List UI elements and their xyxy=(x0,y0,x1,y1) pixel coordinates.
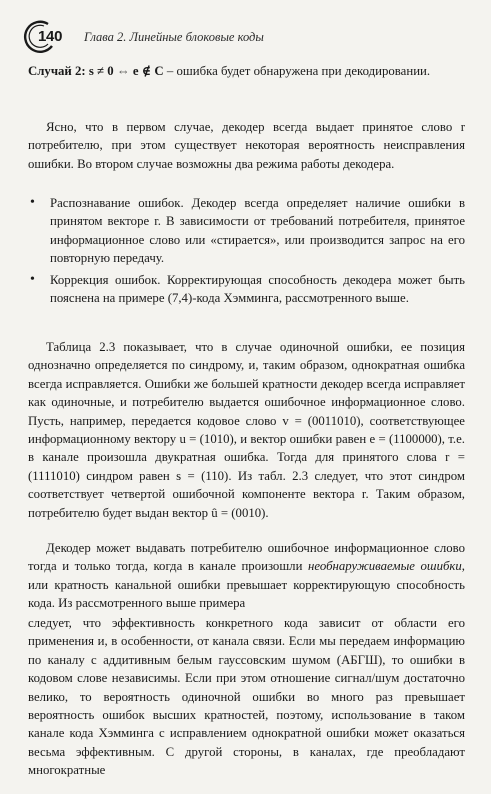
page-number: 140 xyxy=(38,28,63,45)
case-2-text: – ошибка будет обнаружена при декодировании. xyxy=(163,64,431,78)
list-item-text: Коррекция ошибок. Корректирующая способность декодера может быть пояснена на примере (7,4)-кода Хэмминга, рассмотренного выше. xyxy=(50,273,465,306)
bullet-dot-icon: • xyxy=(30,195,35,210)
paragraph-channel-efficiency: следует, что эффективность конкретного кода зависит от области его применения и, в особенности, от канала связи. Если мы передаем информацию по каналу с аддитивным белым гауссовским шумом (АБГШ), то ошибки в кодовом слове независимы. Если при этом отношение сигнал/шум достаточно велико, то вероятность одиночной ошибки во много раз превышает вероятность ошибок высших кратностей, поэтому, использование в таком канале кода Хэмминга с исправлением однократной ошибки может оказаться весьма эффективным. С другой стороны, в каналах, где преобладают многократные xyxy=(28,616,465,778)
list-item-text: Распознавание ошибок. Декодер всегда определяет наличие ошибки в принятом векторе r. В зависимости от требований потребителя, принятое информационное слово или «стирается», или производится запрос на его повторную передачу. xyxy=(50,196,465,266)
paragraph-decoder-modes: Ясно, что в первом случае, декодер всегда выдает принятое слово r потребителю, при этом существует некоторая вероятность неисправления ошибки. Во втором случае возможны два режима работы декодера. xyxy=(28,120,465,171)
paragraph-text: Декодер может выдавать потребителю ошибочное информационное слово тогда и только тогда, когда в канале произошли xyxy=(28,541,465,574)
case-2-paragraph xyxy=(28,62,465,80)
bullet-dot-icon: • xyxy=(30,272,35,287)
list-item-error-correction xyxy=(28,271,465,308)
paragraph-undetectable-errors xyxy=(28,539,465,613)
case-2-label: Случай 2: xyxy=(28,64,86,78)
page-header xyxy=(22,20,472,54)
list-item-error-detection xyxy=(28,194,465,268)
paragraph-table-example: Таблица 2.3 показывает, что в случае одиночной ошибки, ее позиция однозначно определяется по синдрому, и, таким образом, однократная ошибка всегда исправляется. Ошибки же большей кратности декодер всегда исправляет как одиночные, и потребителю выдается ошибочное информационное слово. Пусть, например, передается кодовое слово v = (0011010), соответствующее информационному вектору u = (1010), и вектор ошибки равен e = (1100000), т.е. в канале произошла двукратная ошибка. Тогда для принятого слова r = (1111010) синдром равен s = (110). Из табл. 2.3 следует, что этот синдром соответствует четвертой ошибочной компоненте вектора r. Таким образом, потребителю будет выдан вектор û = (0010). xyxy=(28,340,465,520)
emphasis-term: необнаруживаемые ошибки xyxy=(308,559,462,574)
running-head: Глава 2. Линейные блоковые коды xyxy=(84,30,264,44)
case-2-condition: s ≠ 0 ⇔ e ∉ C xyxy=(88,64,164,78)
paragraph-text: , или кратность канальной ошибки превышает корректирующую способность кода. Из рассмотренного выше примера xyxy=(28,559,465,611)
